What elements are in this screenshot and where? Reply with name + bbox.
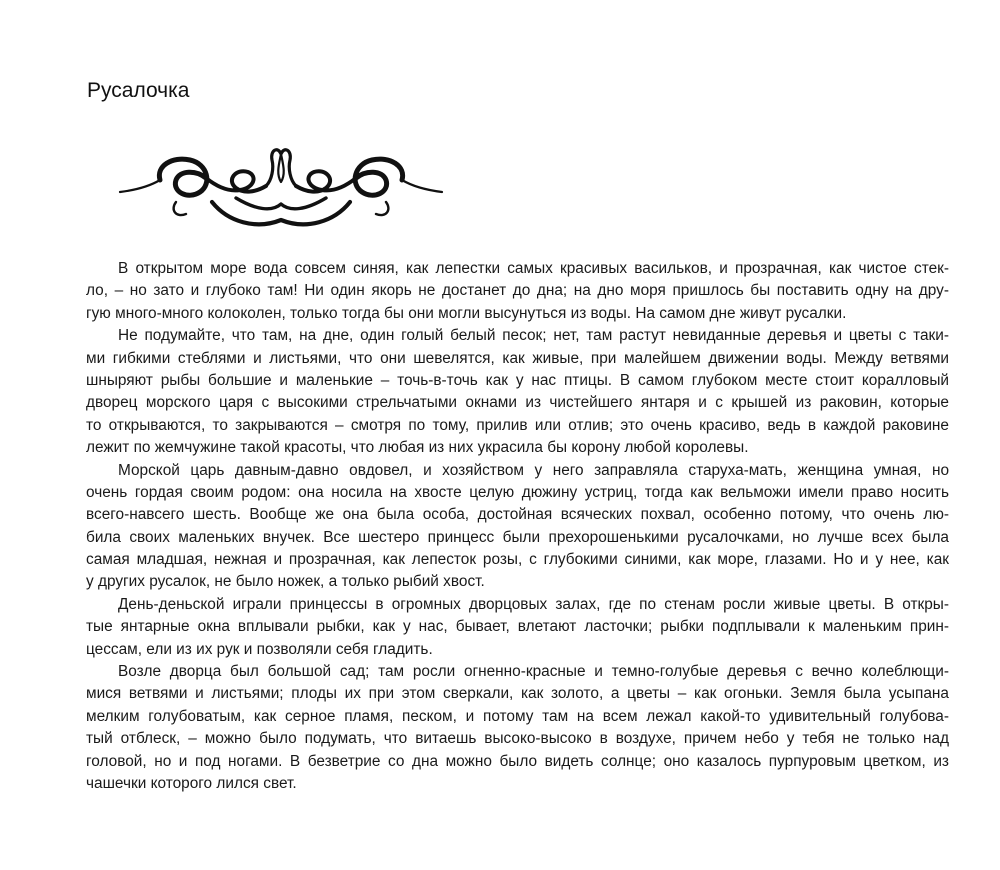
- text-line: цессам, ели из их рук и позволяли себя гладить.: [86, 640, 433, 658]
- text-line: тый отблеск, – можно было подумать, что витаешь высоко-высоко в воздухе, причем небо у тебя не только над: [86, 730, 949, 748]
- paragraph: [86, 661, 949, 795]
- text-line: мелким голубоватым, как серное пламя, песком, и потому там на всем лежал какой-то удивительный голубова-: [86, 707, 949, 725]
- text-line: шныряют рыбы большие и маленькие – точь-в-точь как у нас птицы. В самом глубоком месте стоит коралловый: [86, 371, 949, 389]
- paragraph: [86, 258, 949, 325]
- text-line: всего-навсего шесть. Вообще же она была особа, достойная всяческих похвал, особенно потому, что очень лю-: [86, 506, 949, 524]
- paragraph: [86, 594, 949, 661]
- text-line: Возле дворца был большой сад; там росли огненно-красные и темно-голубые деревья с вечно колеблющи-: [118, 663, 949, 681]
- text-line: В открытом море вода совсем синяя, как лепестки самых красивых васильков, и прозрачная, как чистое стек-: [118, 260, 949, 277]
- paragraph: [86, 460, 949, 594]
- text-line: чашечки которого лился свет.: [86, 774, 297, 792]
- page-title: Русалочка: [87, 79, 190, 102]
- text-line: лежит по жемчужине такой красоты, что любая из них украсила бы корону любой королевы.: [86, 439, 749, 457]
- text-line: гую много-много колоколен, только тогда бы они могли высунуться из воды. На самом дне живут русалки.: [86, 304, 847, 322]
- text-line: то открываются, то закрываются – смотря по тому, прилив или отлив; это очень красиво, ведь в каждой раковине: [86, 416, 949, 434]
- text-line: била своих маленьких внучек. Все шестеро принцесс были прехорошенькими русалочками, но лучше всех была: [86, 528, 949, 546]
- story-text: [86, 258, 949, 795]
- text-line: очень гордая своим родом: она носила на хвосте целую дюжину устриц, тогда как вельможи имели право носить: [86, 483, 949, 501]
- text-line: у других русалок, не было ножек, а только рыбий хвост.: [86, 573, 485, 591]
- text-line: Не подумайте, что там, на дне, один голый белый песок; нет, там растут невиданные деревья и цветы с таки-: [118, 327, 949, 345]
- text-line: ми гибкими стеблями и листьями, что они шевелятся, как живые, при малейшем движении воды. Между ветвями: [86, 349, 949, 367]
- text-line: дворец морского царя с высокими стрельчатыми окнами из чистейшего янтаря и с крышей из раковин, которые: [86, 394, 949, 412]
- text-line: самая младшая, нежная и прозрачная, как лепесток розы, с глубокими синими, как море, глазами. Но и у нее, как: [86, 551, 949, 569]
- text-line: головой, но и под ногами. В безветрие со дна можно было видеть солнце; оно казалось пурпуровым цветком, из: [86, 752, 949, 770]
- text-line: День-деньской играли принцессы в огромных дворцовых залах, где по стенам росли живые цветы. В откры-: [118, 595, 949, 613]
- text-line: тые янтарные окна вплывали рыбки, как у нас, бывает, влетают ласточки; рыбки подплывали к маленьким прин-: [86, 618, 949, 636]
- text-line: мися ветвями и листьями; плоды их при этом сверкали, как золото, а цветы – как огоньки. Земля была усыпана: [86, 685, 949, 703]
- paragraph: [86, 325, 949, 459]
- decorative-flourish-icon: [116, 140, 446, 238]
- text-line: Морской царь давным-давно овдовел, и хозяйством у него заправляла старуха-мать, женщина умная, но: [118, 461, 949, 479]
- text-line: ло, – но зато и глубоко там! Ни один якорь не достанет до дна; на дно моря пришлось бы поставить одну на дру-: [86, 282, 949, 300]
